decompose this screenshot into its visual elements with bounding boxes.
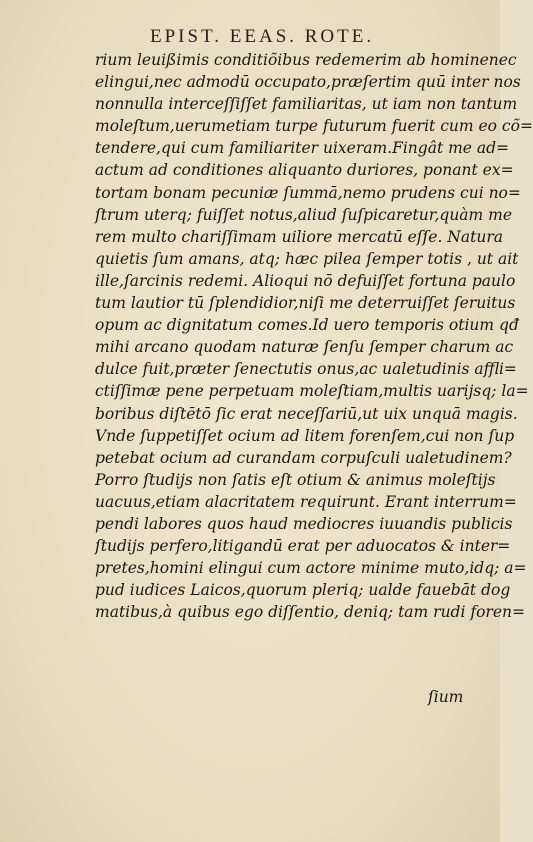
catchword: ſium [428, 688, 464, 706]
text-line: ille,ſarcinis redemi. Alioqui nō defuiſſet fortuna paulo [95, 271, 516, 290]
text-line: opum ac dignitatum comes.Id uero temporis otium qđ [95, 316, 519, 335]
text-line: boribus diſtētō ſic erat neceſſariū,ut uix unquā magis. [95, 404, 518, 423]
text-line: dulce fuit,præter ſenectutis onus,ac ualetudinis affli= [95, 360, 517, 379]
text-line: pretes,homini elingui cum actore minime muto,idq; a= [95, 559, 527, 578]
text-line: tortam bonam pecuniæ ſummā,nemo prudens cui no= [95, 183, 521, 202]
text-line: ſtudijs perfero,litigandū erat per aduocatos & inter= [95, 537, 511, 556]
text-line: moleſtum,uerumetiam turpe futurum fuerit cum eo cõ= [95, 117, 533, 136]
text-line: pendi labores quos haud mediocres iuuandis publicis [95, 514, 513, 533]
text-line: rem multo chariſſimam uiliore mercatū eſſe. Natura [95, 227, 503, 246]
text-line: pud iudices Laicos,quorum pleriq; ualde fauebāt dog [95, 581, 511, 600]
text-line: nonnulla interceſſiſſet familiaritas, ut iam non tantum [95, 95, 518, 114]
text-line: tum lautior tū ſplendidior,niſi me deterruiſſet ſeruitus [95, 294, 516, 313]
text-line: actum ad conditiones aliquanto duriores, ponant ex= [95, 161, 514, 180]
text-line: uacuus,etiam alacritatem requirunt. Erant interrum= [95, 492, 517, 511]
text-line: tendere,qui cum familiariter uixeram.Fingât me ad= [95, 139, 510, 158]
running-head: EPIST. EEAS. ROTE. [150, 26, 375, 47]
text-line: Vnde ſuppetiſſet ocium ad litem forenſem,cui non ſup [95, 426, 515, 445]
body-text [95, 49, 533, 623]
text-line: rium leuißimis conditiõibus redemerim ab hominenec [95, 51, 517, 69]
text-line: quietis ſum amans, atq; hæc pilea ſemper totis , ut ait [95, 249, 519, 268]
text-line: matibus,à quibus ego diſſentio, deniq; tam rudi foren= [95, 603, 525, 622]
text-line: ſtrum uterq; fuiſſet notus,aliud ſuſpicaretur,quàm me [95, 205, 513, 224]
text-line: ctiſſimæ pene perpetuam moleſtiam,multis uarijsq; la= [95, 382, 529, 401]
text-line: elingui,nec admodū occupato,præſertim quū inter nos [95, 73, 521, 92]
text-line: petebat ocium ad curandam corpuſculi ualetudinem? [95, 448, 512, 467]
text-line: Porro ſtudijs non ſatis eſt otium & animus moleſtijs [95, 470, 496, 489]
text-line: mihi arcano quodam naturæ ſenſu ſemper charum ac [95, 338, 514, 357]
